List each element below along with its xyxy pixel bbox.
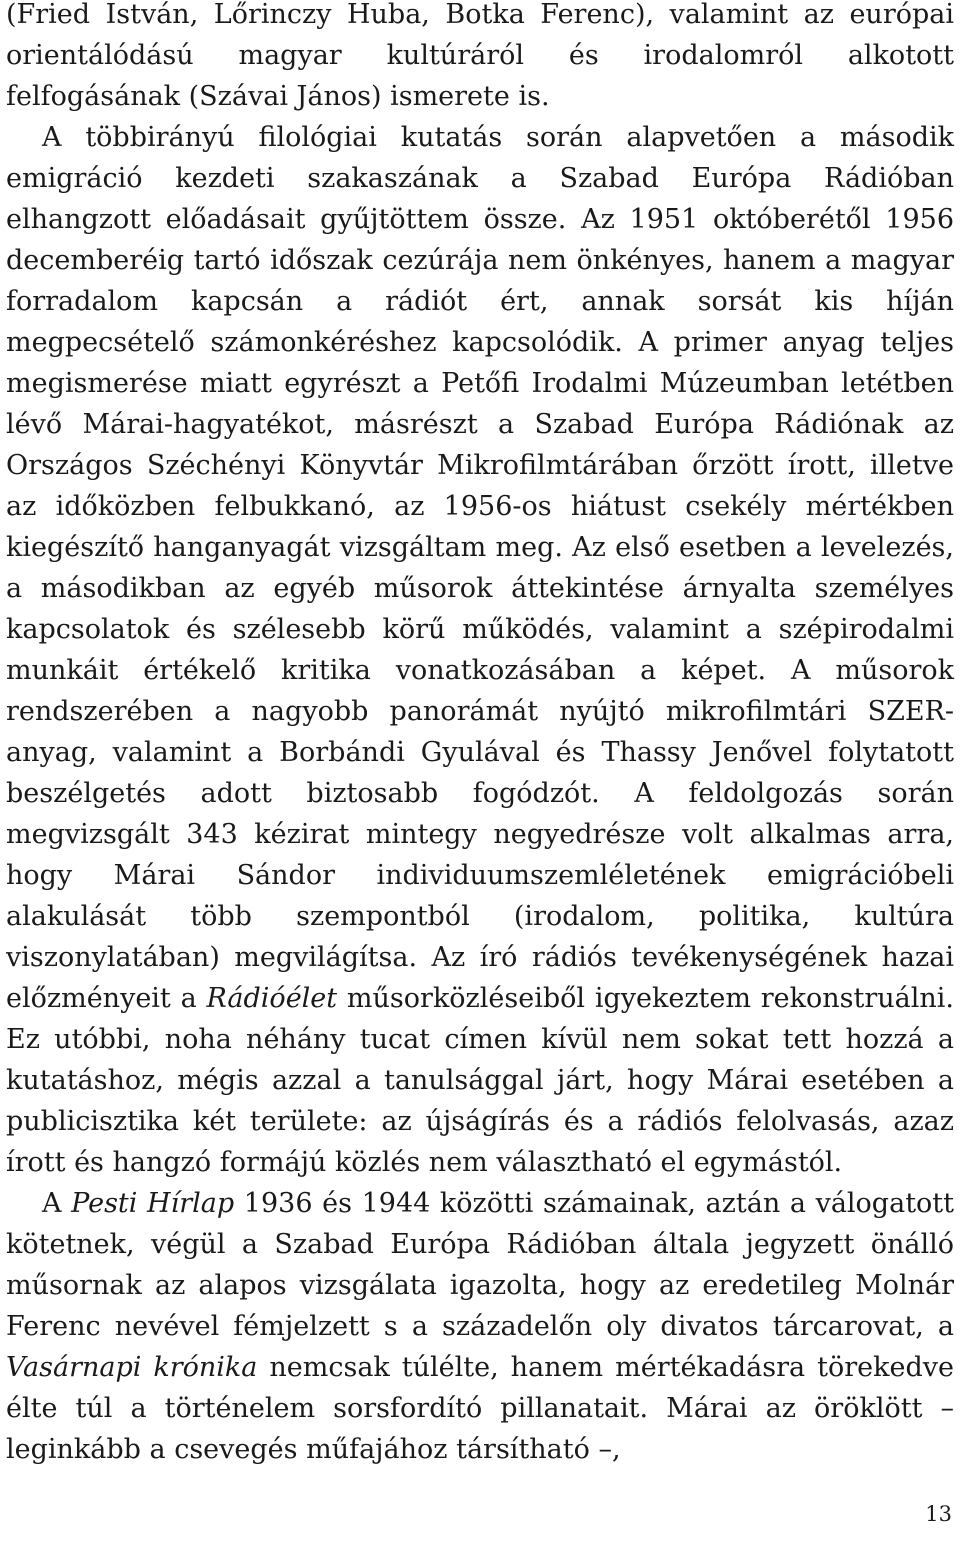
body-text [6,0,954,1470]
text-run: műsorközléseiből igyekeztem rekonstruálni. Ez utóbbi, noha néhány tucat címen kívül nem sokat tett hozzá a kutatáshoz, mégis azzal a tanulsággal járt, hogy Márai esetében a publicisztika két területe: az újságírás és a rádiós felolvasás, azaz írott és hangzó formájú közlés nem választható el egymástól. [6,983,954,1178]
italic-title: Rádióélet [206,983,338,1014]
text-run: A többirányú filológiai kutatás során alapvetően a második emigráció kezdeti szakaszának a Szabad Európa Rádióban elhangzott előadásait gyűjtöttem össze. Az 1951 októberétől 1956 decemberéig tartó időszak cezúrája nem önkényes, hanem a magyar forradalom kapcsán a rádiót ért, annak sorsát kis híján megpecsételő számonkéréshez kapcsolódik. A primer anyag teljes megismerése miatt egyrészt a Petőfi Irodalmi Múzeumban letétben lévő Márai-hagyatékot, másrészt a Szabad Európa Rádiónak az Országos Széchényi Könyvtár Mikrofilmtárában őrzött írott, illetve az időközben felbukkanó, az 1956-os hiátust csekély mértékben kiegészítő hanganyagát vizsgáltam meg. Az első esetben a levelezés, a másodikban az egyéb műsorok áttekintése árnyalta személyes kapcsolatok és szélesebb körű működés, valamint a szépirodalmi munkáit értékelő kritika vonatkozásában a képet. A műsorok rendszerében a nagyobb panorámát nyújtó mikrofilmtári SZER-anyag, valamint a Borbándi Gyulával és Thassy Jenővel folytatott beszélgetés adott biztosabb fogódzót. A feldolgozás során megvizsgált 343 kézirat mintegy negyedrésze volt alkalmas arra, hogy Márai Sándor individuumszemléletének emigrációbeli alakulását több szempontból (irodalom, politika, kultúra viszonylatában) megvilágítsa. Az író rádiós tevékenységének hazai előzményeit a [6,122,954,1014]
italic-title: Vasárnapi krónika [6,1352,258,1383]
text-run: 1936 és 1944 közötti számainak, aztán a válogatott kötetnek, végül a Szabad Európa Rádióban általa jegyzett önálló műsornak az alapos vizsgálata igazolta, hogy az eredetileg Molnár Ferenc nevével fémjelzett s a századelőn oly divatos tárcarovat, a [6,1188,954,1342]
italic-title: Pesti Hírlap [71,1188,235,1219]
text-run: A [42,1188,72,1219]
text-run: nemcsak túlélte, hanem mértékadásra törekedve élte túl a történelem sorsfordító pillanatait. Márai az öröklött – leginkább a csevegés műfajához társítható –, [6,1352,954,1465]
paragraph [6,117,954,1183]
text-run: (Fried István, Lőrinczy Huba, Botka Ferenc), valamint az európai orientálódású magyar kultúráról és irodalomról alkotott felfogásának (Szávai János) ismerete is. [6,0,954,112]
paragraph [6,0,954,117]
paragraph [6,1183,954,1470]
page-number: 13 [925,1502,952,1526]
